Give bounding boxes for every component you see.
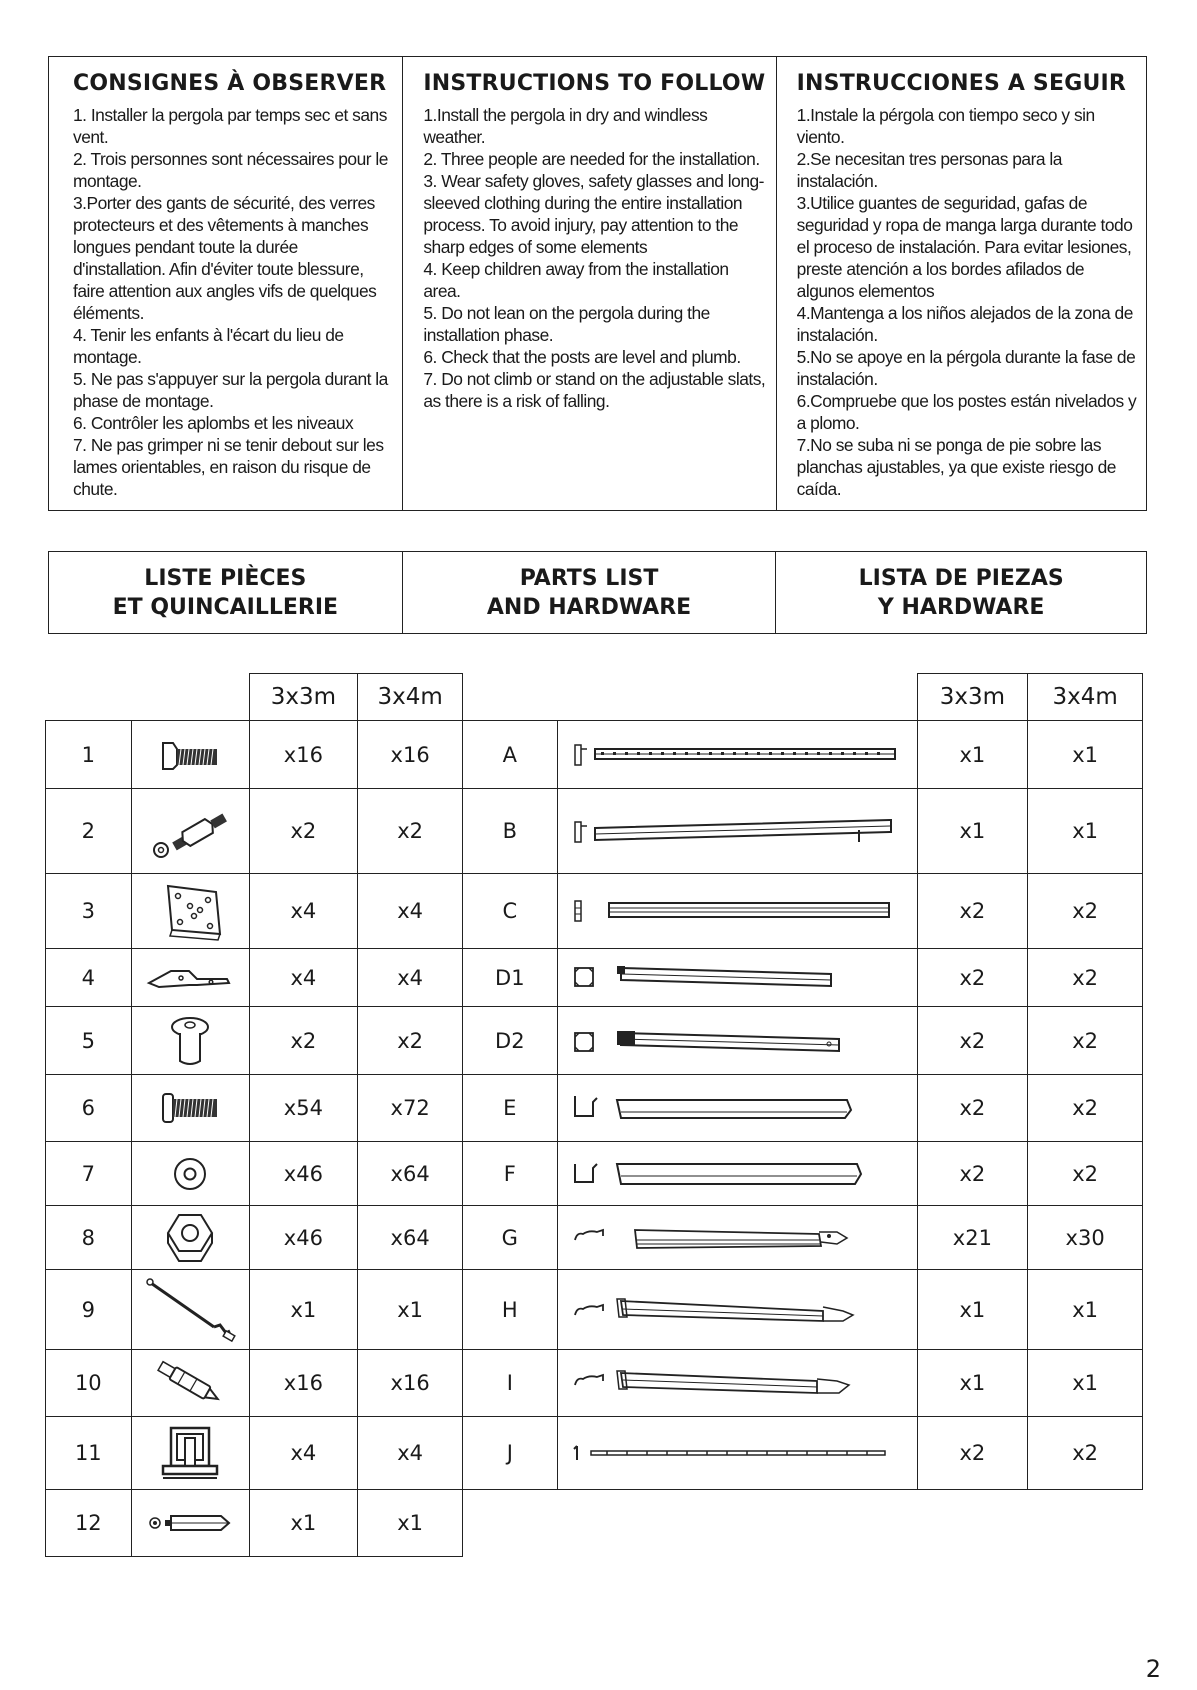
quantity-3x4: x4	[358, 874, 463, 949]
instructions-french	[49, 57, 402, 510]
quantity-3x4: x2	[1028, 1075, 1143, 1142]
blank-cell	[131, 674, 249, 721]
quantity-3x4: x1	[1028, 1270, 1143, 1350]
instructions-title: INSTRUCCIONES A SEGUIR	[796, 71, 1127, 96]
part-number: 2	[46, 789, 132, 874]
quantity-3x3: x46	[249, 1206, 358, 1270]
part-letter: E	[463, 1075, 558, 1142]
table-header-row	[463, 674, 1143, 721]
part-number: 1	[46, 721, 132, 789]
gutter-channel-icon	[557, 1142, 917, 1206]
quantity-3x3: x1	[249, 1490, 358, 1557]
quantity-3x3: x54	[249, 1075, 358, 1142]
quantity-3x3: x1	[917, 789, 1028, 874]
part-number: 10	[46, 1350, 132, 1417]
quantity-3x3: x2	[249, 1007, 358, 1075]
post-bracket-icon	[131, 1417, 249, 1490]
part-letter: B	[463, 789, 558, 874]
quantity-3x4: x2	[1028, 874, 1143, 949]
flat-bracket-icon	[131, 949, 249, 1007]
table-row	[46, 874, 463, 949]
part-number: 11	[46, 1417, 132, 1490]
quantity-3x3: x1	[917, 1270, 1028, 1350]
quantity-3x4: x16	[358, 721, 463, 789]
quantity-3x3: x46	[249, 1142, 358, 1206]
part-letter: H	[463, 1270, 558, 1350]
quantity-3x4: x4	[358, 1417, 463, 1490]
threaded-connector-with-washer-icon	[131, 789, 249, 874]
quantity-3x3: x21	[917, 1206, 1028, 1270]
size-header-3x3: 3x3m	[249, 674, 358, 721]
table-row	[463, 1142, 1143, 1206]
part-number: 4	[46, 949, 132, 1007]
quantity-3x4: x2	[358, 789, 463, 874]
quantity-3x4: x2	[1028, 949, 1143, 1007]
table-row	[46, 949, 463, 1007]
quantity-3x3: x16	[249, 1350, 358, 1417]
quantity-3x4: x30	[1028, 1206, 1143, 1270]
quantity-3x3: x4	[249, 1417, 358, 1490]
table-row	[46, 789, 463, 874]
part-number: 3	[46, 874, 132, 949]
quantity-3x4: x4	[358, 949, 463, 1007]
quantity-3x4: x64	[358, 1142, 463, 1206]
table-row	[46, 1007, 463, 1075]
instructions-text: 1.Instale la pérgola con tiempo seco y sin viento. 2.Se necesitan tres personas para la instalación. 3.Utilice guantes de seguridad, gafas de seguridad y ropa de manga larga durante todo el proceso de instalación. Para evitar lesiones, preste atención a los bordes afilados de algunos elementos 4.Mantenga a los niños alejados de la zona de instalación. 5.No se apoye en la pérgola durante la fase de instalación. 6.Compruebe que los postes están nivelados y a plomo. 7.No se suba ni se ponga de pie sobre las planchas ajustables, ya que existe riesgo de caída.	[796, 105, 1137, 499]
part-letter: C	[463, 874, 558, 949]
quantity-3x4: x2	[358, 1007, 463, 1075]
hardware-table	[45, 673, 463, 1557]
double-rail-beam-icon	[557, 874, 917, 949]
washer-icon	[131, 1142, 249, 1206]
louvre-slat-end-icon	[557, 1350, 917, 1417]
louvre-slat-end-icon	[557, 1270, 917, 1350]
part-letter: A	[463, 721, 558, 789]
quantity-3x4: x1	[358, 1490, 463, 1557]
instructions-text: 1.Install the pergola in dry and windless weather. 2. Three people are needed for the installation. 3. Wear safety gloves, safety glasses and long-sleeved clothing during the entire installation process. To avoid injury, pay attention to the sharp edges of some elements 4. Keep children away from the installation area. 5. Do not lean on the pergola during the installation phase. 6. Check that the posts are level and plumb. 7. Do not climb or stand on the adjustable slats, as there is a risk of falling.	[423, 105, 766, 411]
quantity-3x4: x1	[1028, 721, 1143, 789]
part-letter: I	[463, 1350, 558, 1417]
hex-nut-icon	[131, 1206, 249, 1270]
square-post-with-bracket-icon	[557, 1007, 917, 1075]
table-row	[463, 789, 1143, 874]
quantity-3x3: x1	[917, 721, 1028, 789]
quantity-3x3: x1	[917, 1350, 1028, 1417]
quantity-3x4: x72	[358, 1075, 463, 1142]
parts-header-spanish: LISTA DE PIEZAS Y HARDWARE	[775, 552, 1146, 633]
louvre-slat-icon	[557, 1206, 917, 1270]
size-header-3x4: 3x4m	[1028, 674, 1143, 721]
table-row	[463, 1270, 1143, 1350]
expansion-anchor-icon	[131, 1350, 249, 1417]
size-header-3x4: 3x4m	[358, 674, 463, 721]
part-letter: D2	[463, 1007, 558, 1075]
table-row	[463, 1206, 1143, 1270]
quantity-3x3: x2	[917, 1075, 1028, 1142]
table-row	[463, 1350, 1143, 1417]
cap-bolt-icon	[131, 1007, 249, 1075]
quantity-3x3: x2	[917, 1007, 1028, 1075]
part-number: 5	[46, 1007, 132, 1075]
instructions-box	[48, 56, 1147, 511]
crank-rod-icon	[131, 1270, 249, 1350]
part-letter: F	[463, 1142, 558, 1206]
perforated-beam-icon	[557, 721, 917, 789]
part-number: 8	[46, 1206, 132, 1270]
quantity-3x4: x1	[358, 1270, 463, 1350]
square-post-icon	[557, 949, 917, 1007]
table-row	[463, 1075, 1143, 1142]
quantity-3x4: x16	[358, 1350, 463, 1417]
screw-pan-head-icon	[131, 1075, 249, 1142]
parts-list-header	[48, 551, 1147, 634]
quantity-3x4: x1	[1028, 1350, 1143, 1417]
quantity-3x3: x2	[917, 874, 1028, 949]
quantity-3x3: x2	[249, 789, 358, 874]
part-letter: J	[463, 1417, 558, 1490]
gutter-channel-icon	[557, 1075, 917, 1142]
table-header-row	[46, 674, 463, 721]
part-number: 12	[46, 1490, 132, 1557]
quantity-3x3: x1	[249, 1270, 358, 1350]
table-row	[463, 874, 1143, 949]
quantity-3x4: x2	[1028, 1417, 1143, 1490]
quantity-3x4: x1	[1028, 789, 1143, 874]
instructions-spanish	[776, 57, 1146, 510]
hex-key-adapter-icon	[131, 1490, 249, 1557]
quantity-3x3: x4	[249, 874, 358, 949]
quantity-3x3: x4	[249, 949, 358, 1007]
beam-with-hook-icon	[557, 789, 917, 874]
linking-rod-icon	[557, 1417, 917, 1490]
table-row	[46, 1075, 463, 1142]
quantity-3x4: x2	[1028, 1007, 1143, 1075]
table-row	[46, 1142, 463, 1206]
base-plate-icon	[131, 874, 249, 949]
table-row	[46, 1350, 463, 1417]
table-row	[463, 721, 1143, 789]
part-number: 6	[46, 1075, 132, 1142]
page-number: 2	[1145, 1655, 1161, 1683]
table-row	[463, 1417, 1143, 1490]
instructions-english	[402, 57, 775, 510]
blank-cell	[463, 674, 558, 721]
parts-header-english: PARTS LIST AND HARDWARE	[402, 552, 776, 633]
instructions-text: 1. Installer la pergola par temps sec et sans vent. 2. Trois personnes sont nécessaires pour le montage. 3.Porter des gants de sécurité, des verres protecteurs et des vêtements à manches longues pendant toute la durée d'installation. Afin d'éviter toute blessure, faire attention aux angles vifs de quelques éléments. 4. Tenir les enfants à l'écart du lieu de montage. 5. Ne pas s'appuyer sur la pergola durant la phase de montage. 6. Contrôler les aplombs et les niveaux 7. Ne pas grimper ni se tenir debout sur les lames orientables, en raison du risque de chute.	[73, 105, 388, 499]
parts-header-french: LISTE PIÈCES ET QUINCAILLERIE	[112, 565, 339, 620]
blank-cell	[46, 674, 132, 721]
table-row	[463, 949, 1143, 1007]
table-row	[46, 1490, 463, 1557]
quantity-3x4: x2	[1028, 1142, 1143, 1206]
instructions-title: CONSIGNES À OBSERVER	[73, 71, 387, 96]
table-row	[46, 1270, 463, 1350]
quantity-3x4: x64	[358, 1206, 463, 1270]
part-letter: G	[463, 1206, 558, 1270]
profiles-table	[462, 673, 1143, 1490]
table-row	[46, 721, 463, 789]
table-row	[46, 1206, 463, 1270]
part-number: 9	[46, 1270, 132, 1350]
table-row	[463, 1007, 1143, 1075]
quantity-3x3: x2	[917, 949, 1028, 1007]
table-row	[46, 1417, 463, 1490]
quantity-3x3: x16	[249, 721, 358, 789]
part-letter: D1	[463, 949, 558, 1007]
screw-countersunk-icon	[131, 721, 249, 789]
quantity-3x3: x2	[917, 1417, 1028, 1490]
instructions-title: INSTRUCTIONS TO FOLLOW	[423, 71, 766, 96]
blank-cell	[557, 674, 917, 721]
quantity-3x3: x2	[917, 1142, 1028, 1206]
part-number: 7	[46, 1142, 132, 1206]
size-header-3x3: 3x3m	[917, 674, 1028, 721]
